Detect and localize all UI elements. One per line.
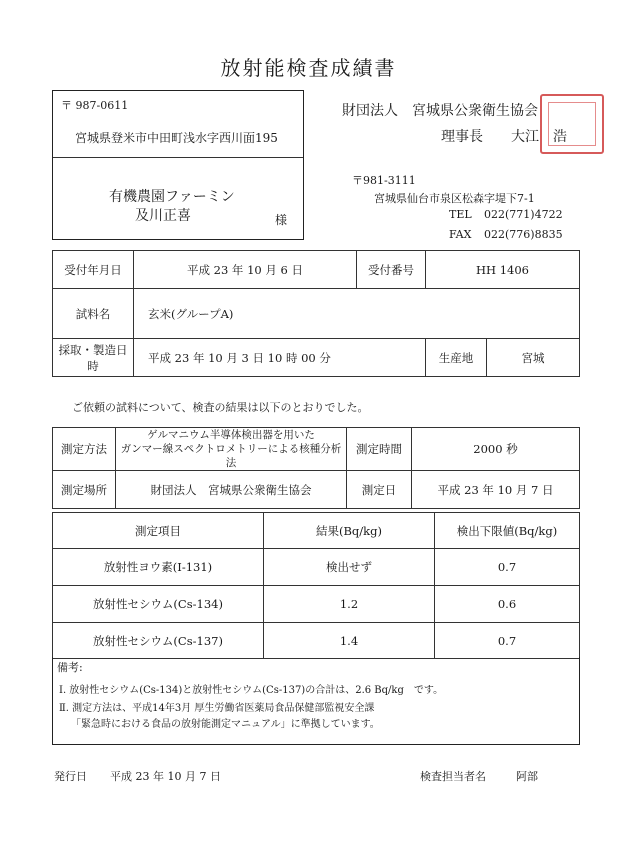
measurement-place-value: 財団法人 宮城県公衆衛生協会 [116, 471, 347, 509]
results-item: 放射性ヨウ素(I-131) [53, 549, 264, 586]
method-line-2: ガンマー線スペクトロメトリーによる核種分析法 [120, 443, 342, 469]
receipt-number-value: HH 1406 [426, 251, 580, 289]
method-label: 測定方法 [53, 428, 116, 471]
recipient-postal-code: 〒 987-0611 [61, 99, 129, 112]
results-item: 放射性セシウム(Cs-134) [53, 586, 264, 623]
origin-value: 宮城 [487, 339, 580, 377]
results-limit: 0.6 [435, 586, 580, 623]
results-header-item: 測定項目 [53, 513, 264, 549]
recipient-honorific: 様 [275, 213, 288, 227]
notes-label: 備考: [57, 661, 83, 674]
sample-info-table [52, 250, 580, 377]
issuer-fax: 022(776)8835 [484, 228, 563, 241]
received-date-label: 受付年月日 [53, 251, 134, 289]
method-line-1: ゲルマニウム半導体検出器を用いた [147, 429, 315, 441]
issuer-address: 宮城県仙台市泉区松森字堤下7-1 [374, 192, 535, 205]
results-header-result: 結果(Bq/kg) [264, 513, 435, 549]
issue-date-label: 発行日 [54, 770, 87, 783]
recipient-box [52, 90, 304, 240]
collection-datetime-label: 採取・製造日時 [53, 339, 134, 377]
measurement-date-label: 測定日 [347, 471, 412, 509]
measurement-date-value: 平成 23 年 10 月 7 日 [412, 471, 580, 509]
sample-name-label: 試料名 [53, 289, 134, 339]
table-row [53, 623, 580, 659]
measurement-time-value: 2000 秒 [412, 428, 580, 471]
method-value [116, 428, 347, 471]
issuer-fax-label: FAX [449, 228, 472, 241]
received-date-value: 平成 23 年 10 月 6 日 [134, 251, 357, 289]
measurement-place-label: 測定場所 [53, 471, 116, 509]
results-limit: 0.7 [435, 549, 580, 586]
table-row [53, 549, 580, 586]
collection-datetime-value: 平成 23 年 10 月 3 日 10 時 00 分 [134, 339, 426, 377]
issuer-postal-code: 〒981-3111 [352, 174, 416, 187]
results-item: 放射性セシウム(Cs-137) [53, 623, 264, 659]
note-3: 「緊急時における食品の放射能測定マニュアル」に準拠しています。 [71, 719, 380, 730]
recipient-person: 及川正喜 [135, 208, 191, 224]
results-limit: 0.7 [435, 623, 580, 659]
recipient-divider [53, 157, 303, 158]
issuer-chair: 理事長 大江 浩 [441, 129, 567, 145]
document-title: 放射能検査成績書 [220, 56, 397, 80]
sample-name-value: 玄米(グループA) [134, 289, 580, 339]
recipient-address: 宮城県登米市中田町浅水字西川面195 [75, 131, 278, 145]
issuer-organization: 財団法人 宮城県公衆衛生協会 [342, 103, 538, 119]
issuer-tel-label: TEL [449, 208, 472, 221]
method-table [52, 427, 580, 509]
notes-box [52, 657, 580, 745]
intro-text: ご依頼の試料について、検査の結果は以下のとおりでした。 [72, 401, 369, 414]
issuer-tel: 022(771)4722 [484, 208, 563, 221]
results-value: 1.4 [264, 623, 435, 659]
recipient-company: 有機農園ファーミン [109, 189, 235, 205]
receipt-number-label: 受付番号 [357, 251, 426, 289]
note-2: Ⅱ. 測定方法は、平成14年3月 厚生労働省医薬局食品保健部監視安全課 [59, 703, 375, 714]
results-header-limit: 検出下限値(Bq/kg) [435, 513, 580, 549]
measurement-time-label: 測定時間 [347, 428, 412, 471]
note-1: Ⅰ. 放射性セシウム(Cs-134)と放射性セシウム(Cs-137)の合計は、2.6 Bq/kg です。 [59, 685, 444, 696]
official-seal [540, 94, 604, 154]
results-value: 検出せず [264, 549, 435, 586]
issue-date-value: 平成 23 年 10 月 7 日 [110, 770, 221, 783]
inspector-label: 検査担当者名 [420, 770, 486, 783]
results-value: 1.2 [264, 586, 435, 623]
results-table [52, 512, 580, 659]
inspector-name: 阿部 [516, 770, 538, 783]
origin-label: 生産地 [426, 339, 487, 377]
table-row [53, 586, 580, 623]
